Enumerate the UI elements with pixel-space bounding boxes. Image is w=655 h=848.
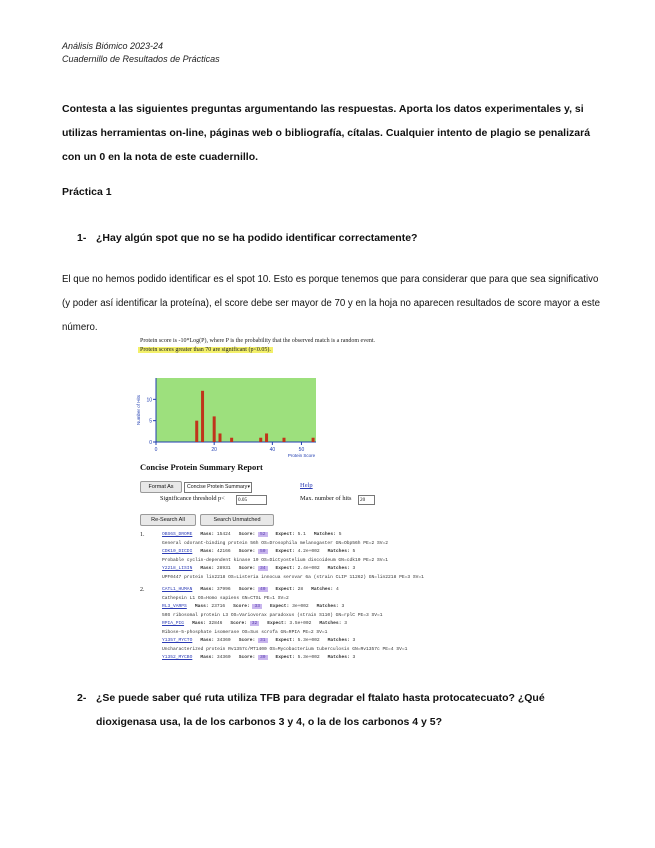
question-number: 2-	[77, 692, 87, 704]
mass-value: 23716	[211, 604, 226, 609]
x-axis-label: Protein Score	[287, 453, 316, 458]
matches-value: 3	[352, 638, 356, 643]
course-title: Análisis Biómico 2023-24	[62, 41, 164, 51]
notebook-title: Cuadernillo de Resultados de Prácticas	[62, 54, 220, 64]
histogram-bar	[201, 391, 204, 442]
question-text: ¿Hay algún spot que no se ha podido identificar correctamente?	[96, 232, 418, 244]
y-tick-label: 0	[149, 440, 152, 446]
expect-label: Expect:	[270, 604, 290, 609]
mass-label: Mass:	[192, 621, 206, 626]
mass-label: Mass:	[194, 604, 209, 609]
x-tick-label: 0	[154, 447, 158, 453]
matches-value: 3	[341, 604, 345, 609]
mascot-report-figure	[132, 338, 532, 660]
score-label: Score:	[238, 549, 256, 554]
score-label: Score:	[238, 587, 256, 592]
result-hit	[162, 655, 355, 660]
score-value[interactable]: 30	[260, 655, 266, 660]
matches-value: 3	[344, 621, 347, 626]
score-value[interactable]: 50	[260, 549, 266, 554]
hit-description: UPF0447 protein lin2218 OS=Listeria innocua serovar 6a (strain CLIP 11262) GN=lin2218 PE=3 SV=1	[162, 574, 424, 580]
mass-value: 15424	[216, 532, 231, 537]
max-hits-input[interactable]: 20	[358, 495, 375, 505]
histogram-bar	[195, 421, 198, 442]
y-tick-label: 10	[146, 397, 152, 404]
histogram-bar	[259, 438, 262, 442]
section-heading: Práctica 1	[62, 186, 112, 198]
threshold-input[interactable]: 0.05	[236, 495, 267, 505]
max-hits-label: Max. number of hits	[300, 495, 352, 502]
matches-value: 4	[335, 587, 339, 592]
score-value[interactable]: 40	[260, 587, 266, 592]
hit-description: Cathepsin L1 OS=Homo sapiens GN=CTSL PE=1 SV=2	[162, 595, 289, 601]
research-all-button[interactable]: Re-Search All	[140, 514, 196, 526]
mass-value: 28931	[216, 566, 231, 571]
expect-label: Expect:	[275, 532, 295, 537]
matches-label: Matches:	[327, 566, 350, 571]
mass-label: Mass:	[200, 566, 215, 571]
score-value[interactable]: 34	[260, 566, 266, 571]
accession-link[interactable]: Y2218_LISIN	[162, 566, 193, 571]
score-label: Score:	[238, 655, 256, 660]
matches-label: Matches:	[327, 549, 350, 554]
score-label: Score:	[233, 604, 250, 609]
hit-description: General odorant-binding protein 56h OS=Drosophila melanogaster GN=Obp56h PE=2 SV=2	[162, 540, 389, 546]
hit-description: Uncharacterized protein Rv1357c/MT1400 OS=Mycobacterium tuberculosis GN=Rv1357c PE=4 SV=1	[162, 646, 408, 652]
result-hit	[162, 532, 341, 537]
matches-value: 3	[352, 566, 356, 571]
score-value[interactable]: 31	[260, 638, 266, 643]
accession-link[interactable]: CATL1_HUMAN	[162, 587, 193, 592]
y-axis-label: Number of Hits	[136, 394, 141, 426]
matches-label: Matches:	[313, 532, 336, 537]
accession-link[interactable]: CDK10_DICDI	[162, 549, 193, 554]
result-hit	[162, 621, 347, 626]
threshold-label: Significance threshold p<	[160, 495, 225, 502]
expect-value: 3.5e+002	[289, 621, 312, 626]
expect-label: Expect:	[275, 655, 295, 660]
question-number: 1-	[77, 232, 87, 244]
accession-link[interactable]: RPIA_PIG	[162, 621, 185, 626]
histogram-bar	[312, 438, 315, 442]
score-value[interactable]: 33	[254, 604, 260, 609]
mass-value: 37996	[216, 587, 231, 592]
matches-value: 3	[352, 655, 356, 660]
expect-label: Expect:	[275, 549, 295, 554]
result-hit	[162, 549, 355, 554]
search-unmatched-button[interactable]: Search Unmatched	[200, 514, 274, 526]
format-select-value: Concise Protein Summary	[187, 484, 248, 490]
expect-value: 5.3e+002	[297, 655, 320, 660]
mass-label: Mass:	[200, 549, 215, 554]
expect-label: Expect:	[275, 587, 295, 592]
hit-description: Ribose-5-phosphate isomerase OS=Sus scrofa GN=RPIA PE=2 SV=1	[162, 629, 328, 635]
accession-link[interactable]: OBS6S_DROME	[162, 532, 193, 537]
score-value[interactable]: 52	[260, 532, 266, 537]
histogram-bar	[230, 438, 233, 442]
histogram-bar	[265, 433, 268, 442]
accession-link[interactable]: Y1352_MYCBO	[162, 655, 193, 660]
result-number: 2.	[140, 587, 145, 593]
non-significant-region	[156, 378, 316, 442]
score-label: Score:	[238, 566, 256, 571]
x-tick-label: 20	[211, 447, 217, 453]
question-text: ¿Se puede saber qué ruta utiliza TFB para degradar el ftalato hasta protocatecuato? ¿Qué dioxigenasa usa, la de los carbonos 3 y 4, o la de los carbonos 4 y 5?	[96, 692, 545, 728]
result-number: 1.	[140, 532, 145, 538]
expect-label: Expect:	[275, 638, 295, 643]
x-tick-label: 40	[269, 447, 276, 453]
mass-value: 34360	[216, 638, 231, 643]
score-label: Score:	[238, 638, 256, 643]
document-header	[62, 40, 220, 66]
mass-label: Mass:	[200, 532, 215, 537]
mass-label: Mass:	[200, 587, 215, 592]
score-value[interactable]: 32	[251, 621, 258, 626]
histogram-bar	[219, 433, 222, 442]
expect-value: 2.4e+002	[297, 566, 320, 571]
score-label: Score:	[238, 532, 256, 537]
histogram-bar	[213, 416, 216, 442]
result-hit	[162, 566, 355, 571]
expect-label: Expect:	[275, 566, 295, 571]
mass-value: 42166	[216, 549, 231, 554]
mass-value: 34360	[216, 655, 231, 660]
expect-value: 3e+002	[292, 604, 309, 609]
concise-report-title: Concise Protein Summary Report	[140, 462, 263, 472]
matches-label: Matches:	[316, 604, 339, 609]
chevron-down-icon: ▾	[247, 484, 250, 490]
matches-label: Matches:	[327, 655, 350, 660]
mass-label: Mass:	[200, 638, 215, 643]
result-hit	[162, 638, 355, 643]
matches-value: 5	[352, 549, 356, 554]
accession-link[interactable]: RL3_VARPS	[162, 604, 187, 609]
format-as-button[interactable]: Format As	[140, 481, 182, 493]
significance-note: Protein scores greater than 70 are significant (p<0.05).	[140, 347, 271, 353]
mass-label: Mass:	[200, 655, 215, 660]
result-hit	[162, 604, 344, 609]
format-select[interactable]	[184, 482, 252, 493]
result-hit	[162, 587, 339, 592]
expect-value: 4.2e+002	[297, 549, 320, 554]
expect-value: 28	[297, 587, 304, 592]
expect-value: 5.1	[297, 532, 306, 537]
expect-label: Expect:	[267, 621, 287, 626]
mass-value: 32846	[208, 621, 223, 626]
histogram-bar	[283, 438, 286, 442]
matches-label: Matches:	[327, 638, 350, 643]
answer-1: El que no hemos podido identificar es el spot 10. Esto es porque tenemos que para considerar que para que sea significativo (y poder así identificar la proteína), el score debe ser mayor de 70 y en la hoja no aparecen resultados de score mayor a este número.	[62, 274, 600, 333]
y-tick-label: 5	[149, 418, 152, 425]
protein-score-histogram	[132, 362, 322, 462]
matches-label: Matches:	[311, 587, 334, 592]
x-tick-label: 50	[298, 447, 305, 453]
help-link[interactable]: Help	[300, 482, 313, 489]
expect-value: 5.3e+002	[297, 638, 320, 643]
score-definition: Protein score is -10*Log(P), where P is the probability that the observed match is a random event.	[140, 338, 376, 344]
matches-value: 5	[338, 532, 342, 537]
hit-description: Probable cyclin-dependent kinase 10 OS=Dictyostelium discoideum GN=cdk10 PE=2 SV=1	[162, 557, 389, 563]
results-list	[140, 532, 530, 660]
matches-label: Matches:	[319, 621, 342, 626]
score-label: Score:	[230, 621, 247, 626]
hit-description: 50S ribosomal protein L3 OS=Variovorax paradoxus (strain S110) GN=rplC PE=3 SV=1	[162, 612, 383, 618]
accession-link[interactable]: Y1357_MYCTO	[162, 638, 193, 643]
instructions-paragraph: Contesta a las siguientes preguntas argumentando las respuestas. Aporta los datos experimentales y, si utilizas herramientas on-line, páginas web o bibliografía, cítalas. Cualquier intento de plagio se penalizará con un 0 en la nota de este cuadernillo.	[62, 103, 591, 163]
